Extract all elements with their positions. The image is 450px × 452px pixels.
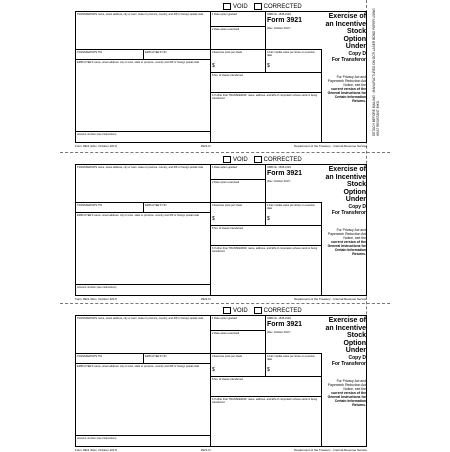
revision-date: (Rev. October 2017) — [267, 27, 291, 30]
corrected-checkbox[interactable]: CORRECTED — [254, 307, 302, 314]
omb-number: OMB No. 1545-2129 — [267, 13, 291, 16]
footer-department: Department of the Treasury - Internal Revenue Service — [294, 144, 367, 148]
box1-date-granted[interactable]: 1 Date option granted — [211, 165, 266, 180]
transferor-name-field[interactable]: TRANSFEROR'S name, street address, city or town, state or province, country, and ZIP or foreign postal code — [76, 165, 211, 203]
side-notice: DETACH BEFORE MAILING · MANUFACTURED ON OCR LASER BOND PAPER USING HEAT RESISTANT INKS — [372, 8, 380, 136]
transferor-name-field[interactable]: TRANSFEROR'S name, street address, city or town, state or province, country, and ZIP or foreign postal code — [76, 12, 211, 50]
perforation-line — [60, 152, 390, 153]
transferor-name-field[interactable]: TRANSFEROR'S name, street address, city or town, state or province, country, and ZIP or foreign postal code — [76, 316, 211, 354]
footer-form-id: Form 3921 (Rev. October 2017) — [75, 448, 118, 452]
privacy-notice-bold: current version of the General Instructions for Certain Information Returns. — [327, 240, 366, 256]
void-corrected-header — [223, 307, 302, 314]
box6-corporation-info[interactable]: 6 If other than TRANSFEROR, name, address, and EIN of corporation whose stock is being transferred — [211, 246, 322, 296]
form-footer — [75, 144, 367, 148]
employee-address-field[interactable]: EMPLOYEE'S name, street address, city or town, state or province, country and ZIP or foreign postal code — [76, 60, 211, 132]
privacy-notice: For Privacy Act and Paperwork Reduction Act Notice, see the — [327, 379, 366, 391]
employee-tin-field[interactable]: EMPLOYEE'S TIN — [144, 50, 211, 60]
box5-shares-transferred[interactable]: 5 No. of shares transferred — [211, 73, 322, 93]
box4-fair-market-value[interactable]: 4 Fair market value per share on exercise date $ — [266, 50, 322, 73]
form-title: Exercise of an Incentive Stock Option Under — [325, 317, 366, 354]
privacy-notice-bold: current version of the General Instructions for Certain Information Returns. — [327, 391, 366, 407]
form-name: Form 3921 — [267, 321, 303, 328]
account-number-field[interactable]: Account number (see instructions) — [76, 285, 211, 296]
employee-address-field[interactable]: EMPLOYEE'S name, street address, city or town, state or province, country and ZIP or foreign postal code — [76, 364, 211, 436]
privacy-notice-bold: current version of the General Instructions for Certain Information Returns. — [327, 87, 366, 103]
form-grid — [75, 315, 367, 447]
void-corrected-header — [223, 3, 302, 10]
copy-label: Copy D — [348, 51, 366, 57]
employee-address-field[interactable]: EMPLOYEE'S name, street address, city or town, state or province, country and ZIP or foreign postal code — [76, 213, 211, 285]
void-checkbox[interactable]: VOID — [223, 3, 248, 10]
box2-date-exercised[interactable]: 2 Date option exercised — [211, 27, 266, 50]
copy-block — [322, 203, 367, 296]
box5-shares-transferred[interactable]: 5 No. of shares transferred — [211, 226, 322, 246]
box3-exercise-price[interactable]: 3 Exercise price per share $ — [211, 354, 266, 377]
account-number-field[interactable]: Account number (see instructions) — [76, 436, 211, 447]
copy-label: Copy D — [348, 204, 366, 210]
void-checkbox[interactable]: VOID — [223, 156, 248, 163]
box4-fair-market-value[interactable]: 4 Fair market value per share on exercise date $ — [266, 354, 322, 377]
transferor-tin-field[interactable]: TRANSFEROR'S TIN — [76, 203, 144, 213]
footer-code: 3921-D — [200, 448, 211, 452]
form-grid — [75, 164, 367, 296]
privacy-notice: For Privacy Act and Paperwork Reduction Act Notice, see the — [327, 228, 366, 240]
copy-for-label: For Transferor — [331, 210, 366, 216]
footer-code: 3921-D — [200, 144, 211, 148]
form-id-block — [266, 165, 322, 203]
form-name: Form 3921 — [267, 170, 303, 177]
corrected-checkbox[interactable]: CORRECTED — [254, 3, 302, 10]
form-id-block — [266, 316, 322, 354]
corrected-checkbox[interactable]: CORRECTED — [254, 156, 302, 163]
copy-block — [322, 354, 367, 447]
void-checkbox[interactable]: VOID — [223, 307, 248, 314]
form-title: Exercise of an Incentive Stock Option Under — [325, 13, 366, 50]
form-id-block — [266, 12, 322, 50]
box2-date-exercised[interactable]: 2 Date option exercised — [211, 331, 266, 354]
omb-number: OMB No. 1545-2129 — [267, 317, 291, 320]
box6-corporation-info[interactable]: 6 If other than TRANSFEROR, name, address, and EIN of corporation whose stock is being transferred — [211, 397, 322, 447]
box5-shares-transferred[interactable]: 5 No. of shares transferred — [211, 377, 322, 397]
box1-date-granted[interactable]: 1 Date option granted — [211, 316, 266, 331]
employee-tin-field[interactable]: EMPLOYEE'S TIN — [144, 203, 211, 213]
perforation-line — [60, 303, 390, 304]
copy-for-label: For Transferor — [331, 57, 366, 63]
revision-date: (Rev. October 2017) — [267, 180, 291, 183]
omb-number: OMB No. 1545-2129 — [267, 166, 291, 169]
transferor-tin-field[interactable]: TRANSFEROR'S TIN — [76, 354, 144, 364]
footer-form-id: Form 3921 (Rev. October 2017) — [75, 297, 118, 301]
privacy-notice: For Privacy Act and Paperwork Reduction Act Notice, see the — [327, 75, 366, 87]
footer-department: Department of the Treasury - Internal Revenue Service — [294, 448, 367, 452]
footer-code: 3921-D — [200, 297, 211, 301]
box4-fair-market-value[interactable]: 4 Fair market value per share on exercise date $ — [266, 203, 322, 226]
form-footer — [75, 297, 367, 301]
employee-tin-field[interactable]: EMPLOYEE'S TIN — [144, 354, 211, 364]
copy-label: Copy D — [348, 355, 366, 361]
copy-for-label: For Transferor — [331, 361, 366, 367]
box3-exercise-price[interactable]: 3 Exercise price per share $ — [211, 50, 266, 73]
box1-date-granted[interactable]: 1 Date option granted — [211, 12, 266, 27]
footer-department: Department of the Treasury - Internal Revenue Service — [294, 297, 367, 301]
form-grid — [75, 11, 367, 143]
box3-exercise-price[interactable]: 3 Exercise price per share $ — [211, 203, 266, 226]
revision-date: (Rev. October 2017) — [267, 331, 291, 334]
form-footer — [75, 448, 367, 452]
form-title: Exercise of an Incentive Stock Option Under — [325, 166, 366, 203]
account-number-field[interactable]: Account number (see instructions) — [76, 132, 211, 143]
box6-corporation-info[interactable]: 6 If other than TRANSFEROR, name, address, and EIN of corporation whose stock is being transferred — [211, 93, 322, 143]
footer-form-id: Form 3921 (Rev. October 2017) — [75, 144, 118, 148]
copy-block — [322, 50, 367, 143]
form-name: Form 3921 — [267, 17, 303, 24]
void-corrected-header — [223, 156, 302, 163]
box2-date-exercised[interactable]: 2 Date option exercised — [211, 180, 266, 203]
transferor-tin-field[interactable]: TRANSFEROR'S TIN — [76, 50, 144, 60]
